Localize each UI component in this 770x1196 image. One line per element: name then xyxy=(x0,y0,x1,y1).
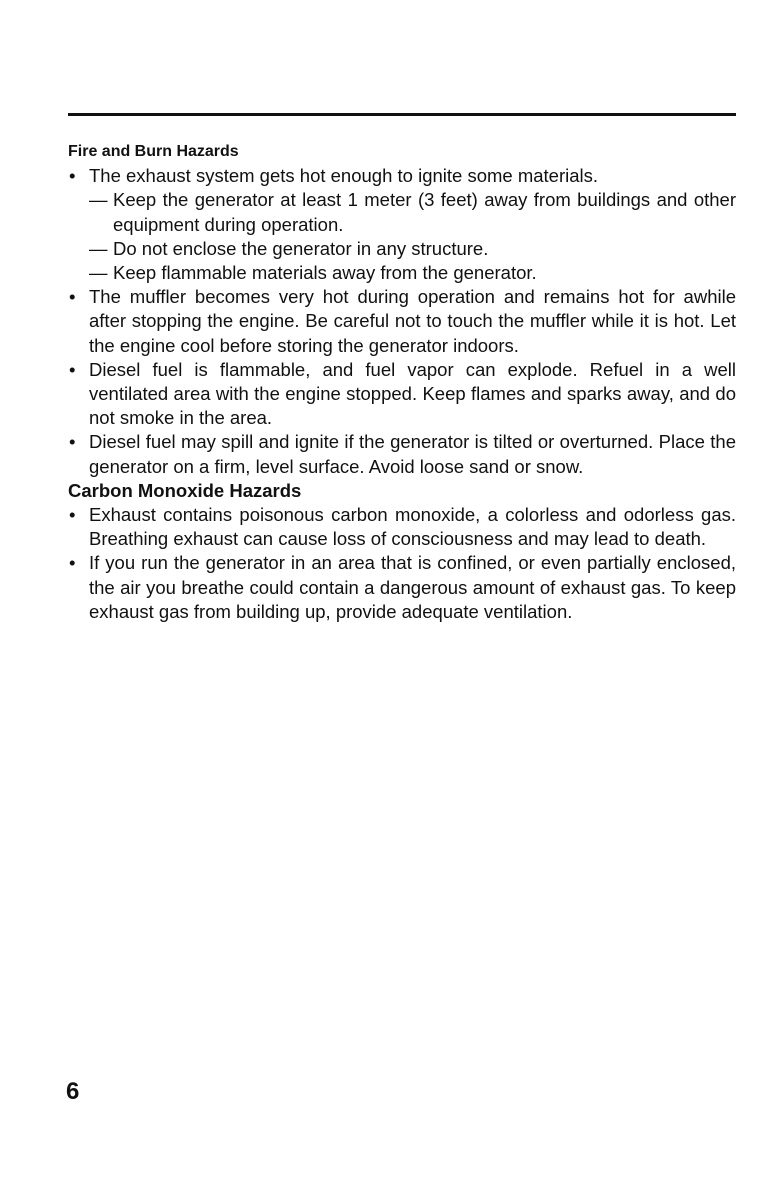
list-item: • Exhaust contains poisonous carbon monoxide, a colorless and odorless gas. Breathing exhaust can cause loss of consciousness and may lead to death. xyxy=(68,503,736,551)
list-item: • If you run the generator in an area that is confined, or even partially enclosed, the air you breathe could contain a dangerous amount of exhaust gas. To keep exhaust gas from building up, provide adequate ventilation. xyxy=(68,551,736,624)
list-item-text: The exhaust system gets hot enough to ignite some materials. xyxy=(89,165,599,187)
list-item: • Diesel fuel may spill and ignite if the generator is tilted or overturned. Place the generator on a firm, level surface. Avoid loose sand or snow. xyxy=(68,430,736,478)
sub-list xyxy=(89,188,736,285)
section-heading-fire: Fire and Burn Hazards xyxy=(68,143,239,160)
section-heading-carbon-monoxide: Carbon Monoxide Hazards xyxy=(68,479,302,501)
list-item: • The muffler becomes very hot during operation and remains hot for awhile after stopping the engine. Be careful not to touch the muffler while it is hot. Let the engine cool before storing the generator indoors. xyxy=(68,285,736,358)
carbon-monoxide-list xyxy=(68,503,736,624)
sub-list-item: — Do not enclose the generator in any structure. xyxy=(89,237,736,261)
list-item: • Diesel fuel is flammable, and fuel vapor can explode. Refuel in a well ventilated area with the engine stopped. Keep flames and sparks away, and do not smoke in the area. xyxy=(68,358,736,431)
sub-list-item: — Keep flammable materials away from the generator. xyxy=(89,261,736,285)
fire-hazard-list xyxy=(68,164,736,479)
page-number: 6 xyxy=(66,1078,80,1105)
sub-list-item: — Keep the generator at least 1 meter (3 feet) away from buildings and other equipment during operation. xyxy=(89,188,736,236)
list-item xyxy=(68,164,736,285)
top-rule xyxy=(68,113,736,116)
page-content xyxy=(68,140,736,624)
